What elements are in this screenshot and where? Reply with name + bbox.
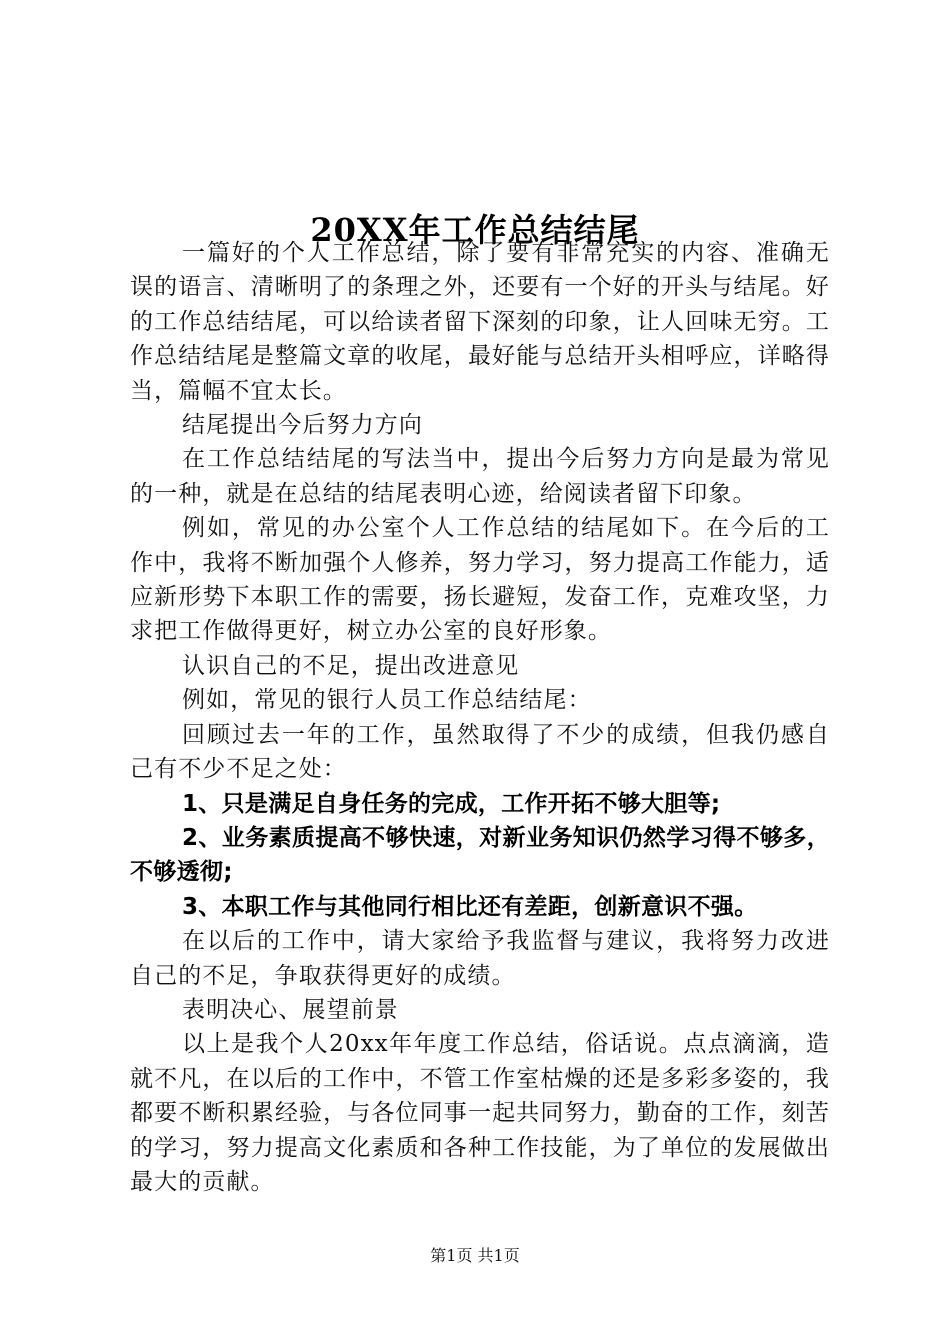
paragraph-bank-example: 例如，常见的银行人员工作总结结尾： xyxy=(182,687,592,714)
paragraph-direction: 在工作总结结尾的写法当中，提出今后努力方向是最为常见的一种，就是在总结的结尾表明心迹，给阅读者留下印象。 xyxy=(130,446,830,507)
list-item-3: 3、本职工作与其他同行相比还有差距，创新意识不强。 xyxy=(182,893,758,920)
section-heading-determination: 表明决心、展望前景 xyxy=(182,996,399,1023)
paragraph-improvement: 在以后的工作中，请大家给予我监督与建议，我将努力改进自己的不足，争取获得更好的成绩。 xyxy=(130,928,830,989)
page-footer: 第1页 共1页 xyxy=(430,1246,520,1265)
paragraph-conclusion: 以上是我个人20xx年年度工作总结，俗话说。点点滴滴，造就不凡，在以后的工作中，不管工作室枯燥的还是多彩多姿的，我都要不断积累经验，与各位同事一起共同努力，勤奋的工作，刻苦的学习，努力提高文化素质和各种工作技能，为了单位的发展做出最大的贡献。 xyxy=(130,1031,830,1195)
paragraph-review: 回顾过去一年的工作，虽然取得了不少的成绩，但我仍感自己有不少不足之处： xyxy=(130,721,830,783)
document-title: 20XX年工作总结结尾 xyxy=(310,211,640,250)
document-body xyxy=(130,236,830,1199)
paragraph-intro: 一篇好的个人工作总结，除了要有非常充实的内容、准确无误的语言、清晰明了的条理之外，还要有一个好的开头与结尾。好的工作总结结尾，可以给读者留下深刻的印象，让人回味无穷。工作总结结尾是整篇文章的收尾，最好能与总结开头相呼应，详略得当，篇幅不宜太长。 xyxy=(130,240,830,404)
section-heading-direction: 结尾提出今后努力方向 xyxy=(182,412,423,439)
section-heading-shortcomings: 认识自己的不足，提出改进意见 xyxy=(182,652,520,679)
list-item-2: 2、业务素质提高不够快速，对新业务知识仍然学习得不够多，不够透彻; xyxy=(130,824,830,886)
paragraph-office-example: 例如，常见的办公室个人工作总结的结尾如下。在今后的工作中，我将不断加强个人修养，努力学习，努力提高工作能力，适应新形势下本职工作的需要，扬长避短，发奋工作，克难攻坚，力求把工作做得更好，树立办公室的良好形象。 xyxy=(130,515,830,645)
list-item-1: 1、只是满足自身任务的完成，工作开拓不够大胆等; xyxy=(182,790,721,817)
